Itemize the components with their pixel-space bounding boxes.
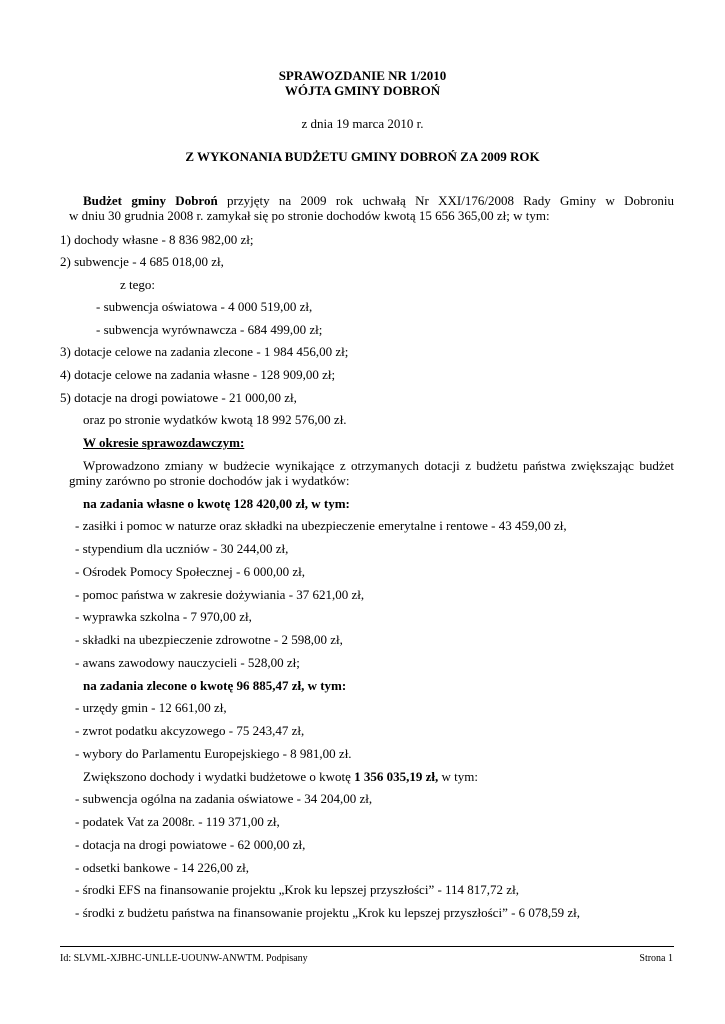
- income-item: 5) dotacje na drogi powiatowe - 21 000,00 zł,: [60, 390, 297, 405]
- income-item: 2) subwencje - 4 685 018,00 zł,: [60, 254, 224, 269]
- intro-line-2: w dniu 30 grudnia 2008 r. zamykał się po stronie dochodów kwotą 15 656 365,00 zł; w tym:: [69, 208, 550, 223]
- list-item: - Ośrodek Pomocy Społecznej - 6 000,00 zł,: [75, 564, 305, 579]
- list-item: - dotacja na drogi powiatowe - 62 000,00 zł,: [75, 837, 306, 852]
- expenses-total: oraz po stronie wydatków kwotą 18 992 576,00 zł.: [83, 412, 347, 427]
- list-item: - środki EFS na finansowanie projektu „Krok ku lepszej przyszłości” - 114 817,72 zł,: [75, 882, 519, 897]
- income-item: 4) dotacje celowe na zadania własne - 128 909,00 zł;: [60, 367, 336, 382]
- list-item: - wyprawka szkolna - 7 970,00 zł,: [75, 609, 252, 624]
- list-item: - środki z budżetu państwa na finansowanie projektu „Krok ku lepszej przyszłości” - 6 078,59 zł,: [75, 905, 581, 920]
- list-item: - wybory do Parlamentu Europejskiego - 8 981,00 zł.: [75, 746, 352, 761]
- list-item: - stypendium dla uczniów - 30 244,00 zł,: [75, 541, 289, 556]
- changes-intro-line-2: gminy zarówno po stronie dochodów jak i wydatków:: [69, 473, 350, 488]
- income-subheading: z tego:: [120, 277, 156, 292]
- intro-text: przyjęty na 2009 rok uchwałą Nr XXI/176/2008 Rady Gminy w Dobroniu: [217, 193, 674, 208]
- list-item: - zasiłki i pomoc w naturze oraz składki na ubezpieczenie emerytalne i rentowe - 43 459,00 zł,: [75, 518, 567, 533]
- intro-bold: Budżet gminy Dobroń: [83, 193, 218, 208]
- income-subitem: - subwencja oświatowa - 4 000 519,00 zł,: [96, 299, 313, 314]
- document-title: SPRAWOZDANIE NR 1/2010: [278, 68, 447, 83]
- intro-line-1: [83, 193, 674, 209]
- income-item: 3) dotacje celowe na zadania zlecone - 1 984 456,00 zł;: [60, 344, 349, 359]
- list-item: - pomoc państwa w zakresie dożywiania - 37 621,00 zł,: [75, 587, 365, 602]
- changes-intro-line-1: Wprowadzono zmiany w budżecie wynikające z otrzymanych dotacji z budżetu państwa zwiększając budżet: [83, 458, 674, 473]
- own-tasks-heading: na zadania własne o kwotę 128 420,00 zł, w tym:: [83, 496, 350, 511]
- increase-heading: [83, 769, 478, 785]
- income-item: 1) dochody własne - 8 836 982,00 zł;: [60, 232, 254, 247]
- increase-prefix: Zwiększono dochody i wydatki budżetowe o kwotę: [83, 769, 355, 784]
- footer-id: Id: SLVML-XJBHC-UNLLE-UOUNW-ANWTM. Podpisany: [60, 953, 308, 964]
- document-subject: Z WYKONANIA BUDŻETU GMINY DOBROŃ ZA 2009 ROK: [185, 149, 540, 164]
- document-date: z dnia 19 marca 2010 r.: [301, 116, 424, 131]
- income-subitem: - subwencja wyrównawcza - 684 499,00 zł;: [96, 322, 323, 337]
- list-item: - urzędy gmin - 12 661,00 zł,: [75, 700, 227, 715]
- increase-suffix: w tym:: [438, 769, 479, 784]
- footer-divider: [60, 946, 674, 947]
- list-item: - odsetki bankowe - 14 226,00 zł,: [75, 860, 250, 875]
- list-item: - składki na ubezpieczenie zdrowotne - 2 598,00 zł,: [75, 632, 343, 647]
- document-subtitle: WÓJTA GMINY DOBROŃ: [284, 83, 441, 98]
- list-item: - zwrot podatku akcyzowego - 75 243,47 zł,: [75, 723, 305, 738]
- period-heading: W okresie sprawozdawczym:: [83, 435, 245, 450]
- list-item: - subwencja ogólna na zadania oświatowe - 34 204,00 zł,: [75, 791, 373, 806]
- footer-page-number: Strona 1: [639, 953, 673, 964]
- commissioned-tasks-heading: na zadania zlecone o kwotę 96 885,47 zł, w tym:: [83, 678, 347, 693]
- increase-amount: 1 356 035,19 zł,: [354, 769, 439, 784]
- list-item: - podatek Vat za 2008r. - 119 371,00 zł,: [75, 814, 280, 829]
- list-item: - awans zawodowy nauczycieli - 528,00 zł;: [75, 655, 300, 670]
